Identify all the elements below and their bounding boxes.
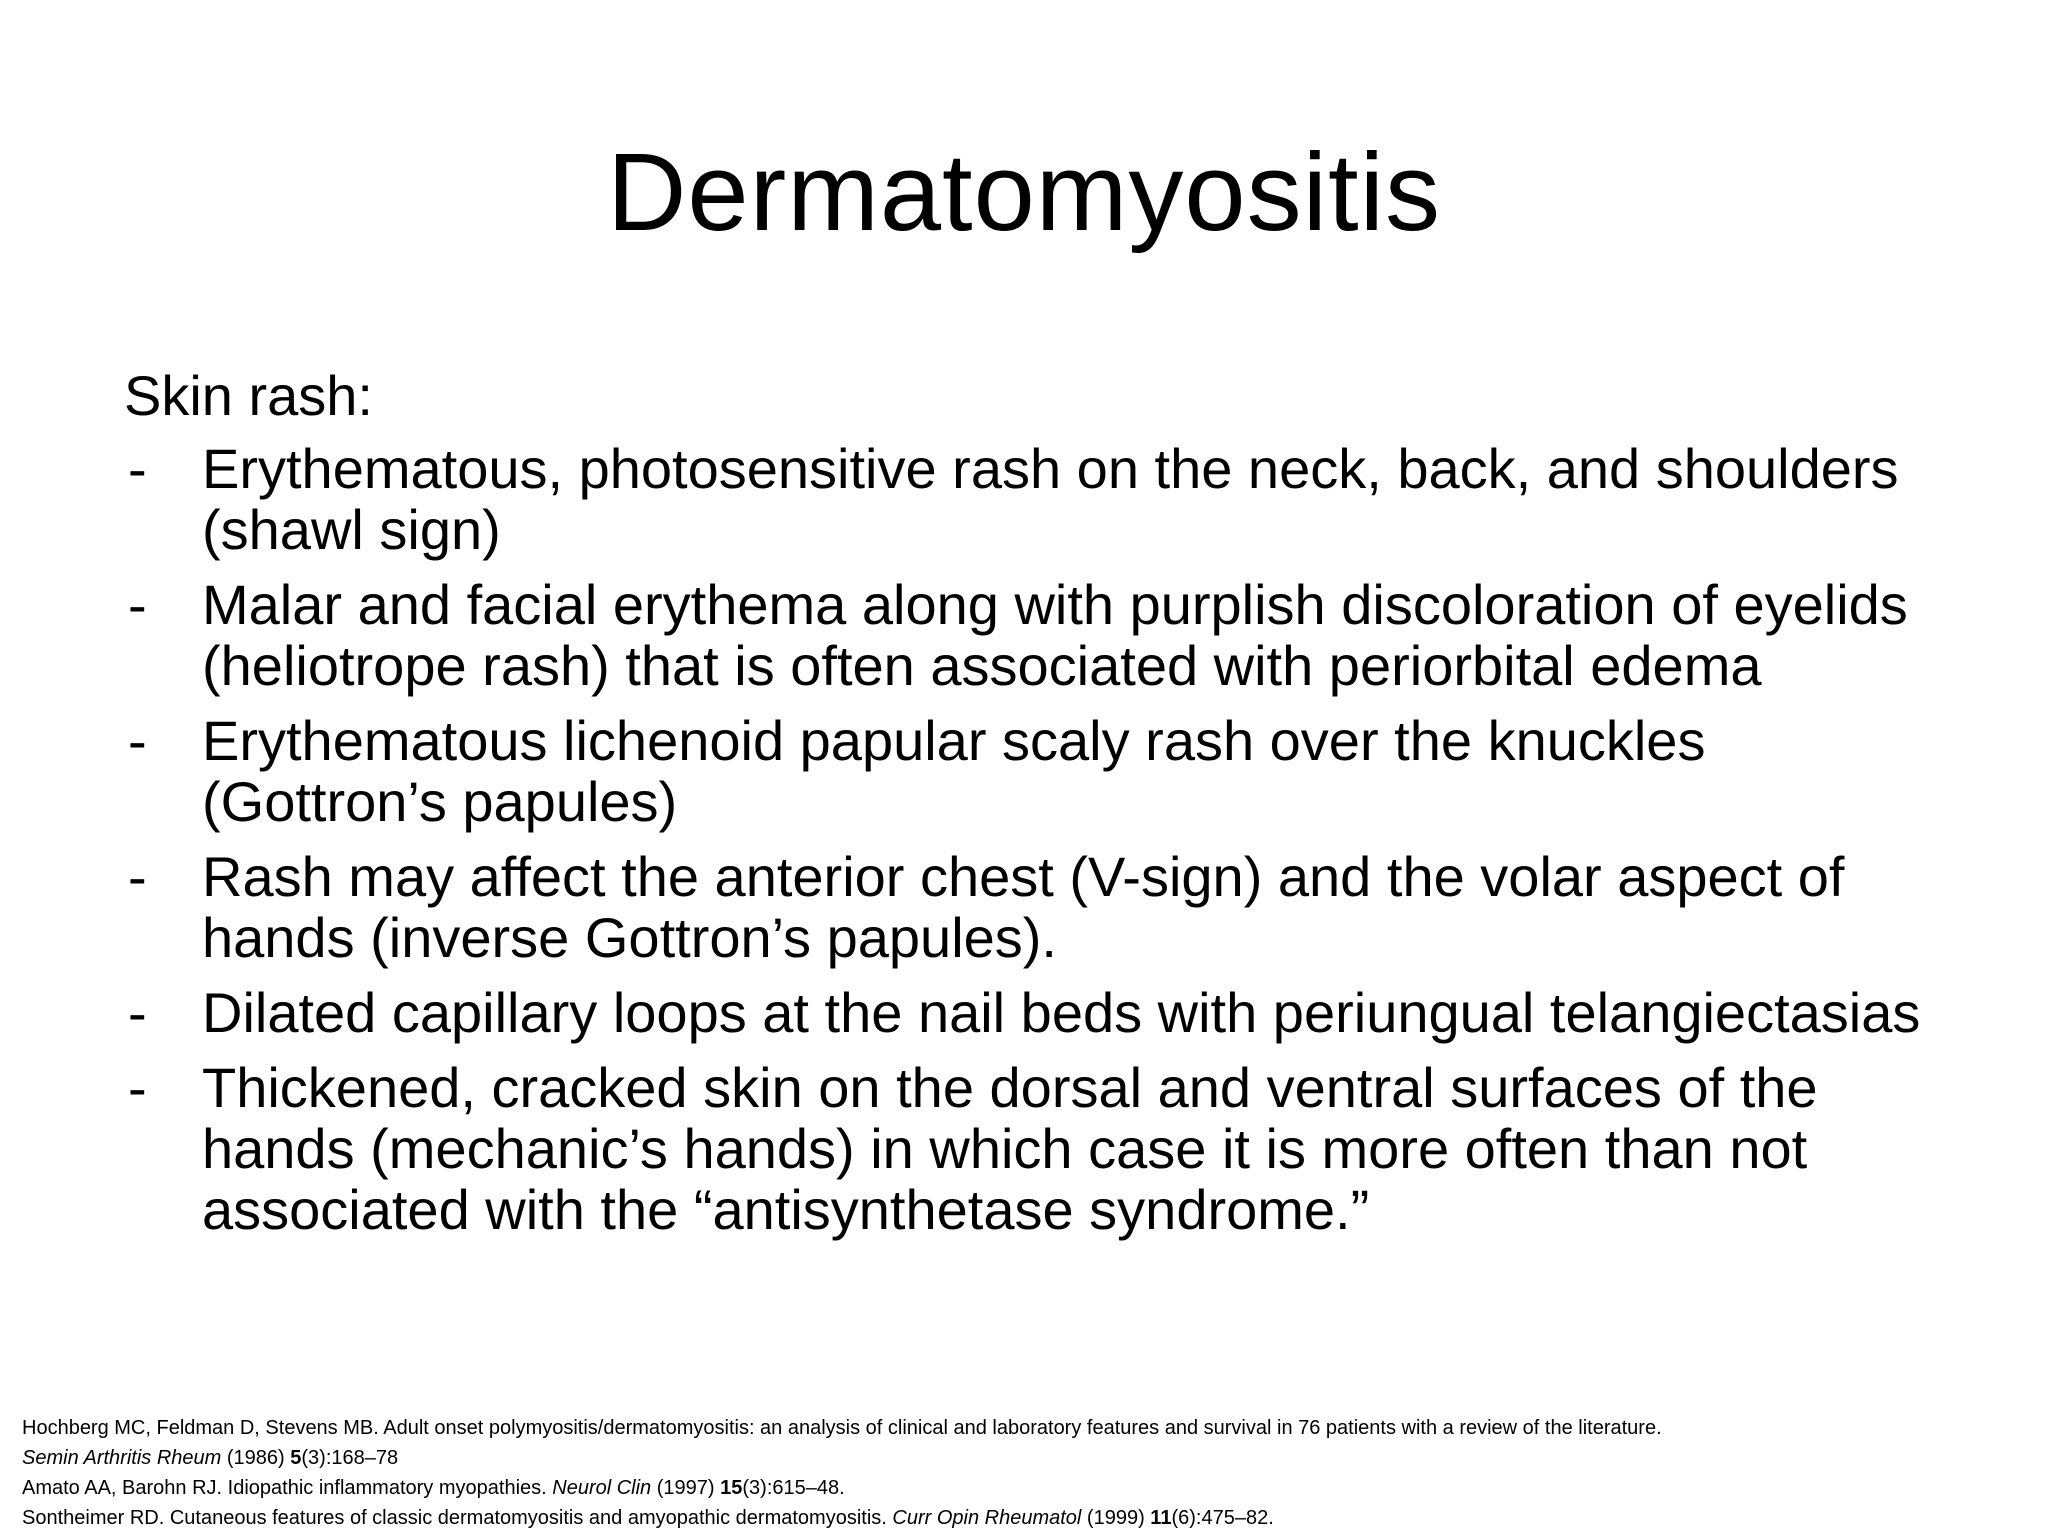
bullet-text: Malar and facial erythema along with purplish discoloration of eyelids (heliotrope rash) that is often associated with periorbital edema (202, 573, 1908, 697)
bullet-text: Thickened, cracked skin on the dorsal and ventral surfaces of the hands (mechanic’s hands) in which case it is more often than not associated with the “antisynthetase syndrome.” (202, 1056, 1818, 1241)
bullet-text: Dilated capillary loops at the nail beds with periungual telangiectasias (202, 981, 1921, 1044)
reference-entry (22, 1413, 2032, 1473)
bullet-marker: - (128, 1056, 147, 1119)
bullet-marker: - (128, 845, 147, 908)
bullet-item (124, 846, 1924, 968)
bullet-item (124, 438, 1924, 560)
bullet-item (124, 574, 1924, 696)
bullet-item (124, 710, 1924, 832)
reference-volume: 11 (1150, 1507, 1172, 1529)
bullet-marker: - (128, 709, 147, 772)
reference-journal: Neurol Clin (552, 1477, 652, 1499)
reference-journal: Semin Arthritis Rheum (22, 1447, 222, 1469)
reference-volume: 5 (290, 1447, 302, 1469)
bullet-marker: - (128, 437, 147, 500)
bullet-text: Rash may affect the anterior chest (V-sign) and the volar aspect of hands (inverse Gottron’s papules). (202, 845, 1845, 969)
slide-title: Dermatomyositis (606, 131, 1442, 254)
reference-entry (22, 1473, 2032, 1503)
bullet-text: Erythematous, photosensitive rash on the neck, back, and shoulders (shawl sign) (202, 437, 1899, 561)
slide-body (124, 365, 1924, 1254)
bullet-text: Erythematous lichenoid papular scaly rash over the knuckles (Gottron’s papules) (202, 709, 1706, 833)
reference-pages: (3):615–48. (742, 1477, 845, 1499)
reference-volume: 15 (720, 1477, 743, 1499)
references (22, 1413, 2032, 1533)
bullet-item (124, 1057, 1924, 1240)
reference-pages: (3):168–78 (301, 1447, 399, 1469)
reference-year: (1986) (226, 1447, 285, 1469)
reference-text: Amato AA, Barohn RJ. Idiopathic inflammatory myopathies. (22, 1477, 547, 1499)
bullet-marker: - (128, 981, 147, 1044)
bullet-list (124, 438, 1924, 1240)
reference-journal: Curr Opin Rheumatol (892, 1507, 1082, 1529)
reference-entry (22, 1503, 2032, 1533)
reference-year: (1999) (1086, 1507, 1145, 1529)
bullet-item (124, 982, 1924, 1043)
body-lead: Skin rash: (124, 364, 373, 427)
reference-text: Hochberg MC, Feldman D, Stevens MB. Adult onset polymyositis/dermatomyositis: an analysis of clinical and laboratory features and survival in 76 patients with a review of the literature. (22, 1417, 1662, 1439)
reference-year: (1997) (656, 1477, 715, 1499)
bullet-marker: - (128, 573, 147, 636)
reference-pages: (6):475–82. (1171, 1507, 1274, 1529)
reference-text: Sontheimer RD. Cutaneous features of classic dermatomyositis and amyopathic dermatomyositis. (22, 1507, 887, 1529)
